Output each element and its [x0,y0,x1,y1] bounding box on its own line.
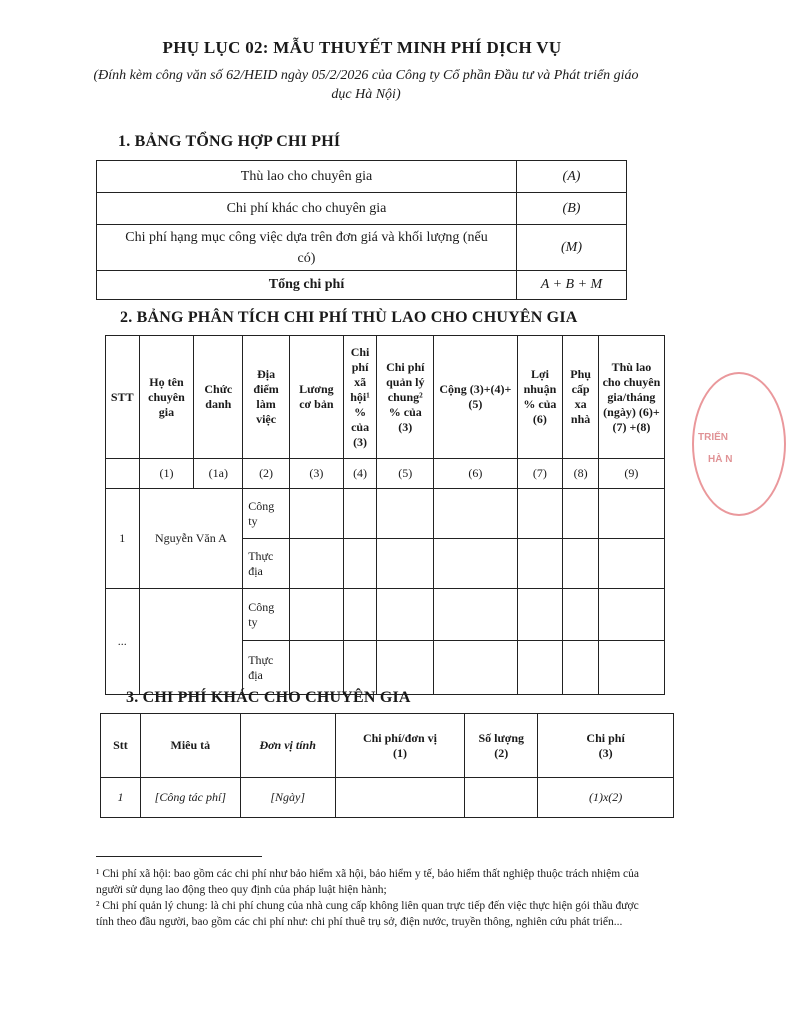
col-header-quantity [465,714,538,778]
table-row [106,589,665,641]
col-number: (3) [289,459,343,489]
col-number: (1) [139,459,194,489]
cost-label: Chi phí [586,730,625,745]
col-header-allowance: Phụ cấp xa nhà [563,336,599,459]
col-number: (1a) [194,459,243,489]
section1-heading: 1. BẢNG TỔNG HỢP CHI PHÍ [118,133,341,150]
row-location-field: Thực địa [243,539,290,589]
subtitle-prefix: (Đính kèm công văn số [93,68,227,83]
quantity-label: Số lượng [478,730,525,745]
col-header-description: Miêu tả [140,714,240,778]
summary-code-a: (A) [517,161,627,193]
summary-label-a: Thù lao cho chuyên gia [97,161,517,193]
unit-cost-number: (1) [392,745,407,760]
col-header-social: Chi phí xã hội¹ % của (3) [343,336,377,459]
quantity-number: (2) [494,745,509,760]
company-seal [692,372,786,516]
row-stt: 1 [106,489,140,589]
row-description: [Công tác phí] [140,778,240,818]
other-costs-table [100,713,674,818]
row-stt: ... [106,589,140,695]
document-subtitle [86,66,646,104]
expert-fee-table [105,335,665,695]
col-number: (5) [377,459,434,489]
col-number: (7) [517,459,563,489]
row-unit: [Ngày] [240,778,335,818]
subtitle-rest: /2/2026 của Công ty Cổ phần Đầu tư và Phát triển giáo dục Hà Nội) [325,68,639,102]
col-header-salary: Lương cơ bản [289,336,343,459]
summary-label-total: Tổng chi phí [97,271,517,300]
col-header-stt: STT [106,336,140,459]
col-header-unit-cost [335,714,465,778]
col-header-position: Chức danh [194,336,243,459]
cost-summary-table [96,160,627,300]
col-number: (2) [243,459,290,489]
row-expert-name: Nguyễn Văn A [139,489,243,589]
col-header-overhead: Chi phí quản lý chung² % của (3) [377,336,434,459]
row-cost-formula: (1)x(2) [538,778,674,818]
subtitle-mid: /HEID ngày [240,68,312,83]
doc-day: 05 [311,68,326,83]
summary-code-b: (B) [517,193,627,225]
col-header-monthly: Thù lao cho chuyên gia/tháng (ngày) (6)+(7) +(8) [598,336,664,459]
col-number-empty [106,459,140,489]
document-title: PHỤ LỤC 02: MẪU THUYẾT MINH PHÍ DỊCH VỤ [162,38,562,57]
summary-code-total: A + B + M [517,271,627,300]
summary-code-m: (M) [517,225,627,271]
col-header-sum: Cộng (3)+(4)+(5) [434,336,517,459]
col-number: (8) [563,459,599,489]
col-number: (9) [598,459,664,489]
summary-label-b: Chi phí khác cho chuyên gia [97,193,517,225]
row-expert-name [139,589,243,695]
footnote-2: ² Chi phí quản lý chung: là chi phí chung của nhà cung cấp không liên quan trực tiếp đến việc thực hiện gói thầu được tính theo đầu người, bao gồm các chi phí như: chi phí thuê trụ sở, điện nước, truyền thông, nghiên cứu phát triển... [96,900,639,928]
footnote-divider [96,856,262,857]
col-header-name: Họ tên chuyên gia [139,336,194,459]
row-location-company: Công ty [243,489,290,539]
section3-heading: 3. CHI PHÍ KHÁC CHO CHUYÊN GIA [126,689,411,706]
row-stt: 1 [101,778,141,818]
doc-number: 62 [226,68,241,83]
row-location-company: Công ty [243,589,290,641]
unit-cost-label: Chi phí/đơn vị [362,730,437,745]
footnote-1: ¹ Chi phí xã hội: bao gồm các chi phí như bảo hiểm xã hội, bảo hiểm y tế, bảo hiểm thất nghiệp thuộc trách nhiệm của người sử dụng lao động theo quy định của pháp luật hiện hành; [96,868,640,896]
col-header-location: Địa điểm làm việc [243,336,290,459]
section2-heading: 2. BẢNG PHÂN TÍCH CHI PHÍ THÙ LAO CHO CHUYÊN GIA [120,309,578,326]
col-number: (4) [343,459,377,489]
summary-label-m: Chi phí hạng mục công việc dựa trên đơn giá và khối lượng (nếu có) [97,225,517,271]
table-row [101,778,674,818]
cost-number: (3) [598,745,613,760]
col-header-stt: Stt [101,714,141,778]
col-header-unit: Đơn vị tính [240,714,335,778]
col-header-cost [538,714,674,778]
seal-text-2: HÀ N [708,454,733,465]
seal-text: TRIỂN [698,432,728,443]
row-location-field: Thực địa [243,641,290,695]
col-number: (6) [434,459,517,489]
table-row [106,489,665,539]
col-header-profit: Lợi nhuận % của (6) [517,336,563,459]
